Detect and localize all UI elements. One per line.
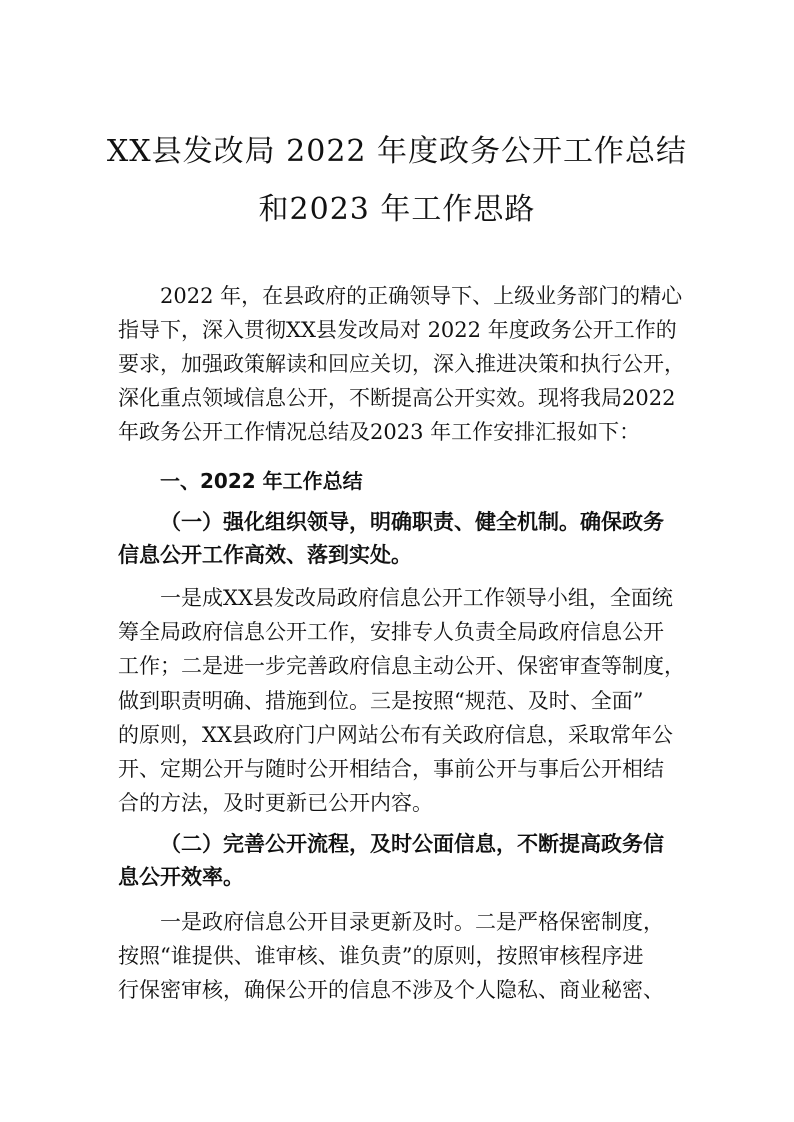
body-text-line: 的原则，XX县政府门户网站公布有关政府信息，采取常年公 [118,723,673,747]
body-text-line: 工作；二是进一步完善政府信息主动公开、保密审查等制度， [118,654,685,678]
body-text-line: 开、定期公开与随时公开相结合，事前公开与事后公开相结 [118,757,664,781]
body-text-line: 年政务公开工作情况总结及2023 年工作安排汇报如下： [118,420,641,444]
subsection-heading-continued: 息公开效率。 [118,864,244,889]
body-text-line: 做到职责明确、措施到位。三是按照“规范、及时、全面” [118,689,644,713]
body-text-line: 合的方法，及时更新已公开内容。 [118,791,433,815]
body-text-line: 指导下，深入贯彻XX县发改局对 2022 年度政务公开工作的 [118,318,677,342]
body-text-line: 按照“谁提供、谁审核、谁负责”的原则，按照审核程序进 [118,944,644,968]
subsection-heading: （一）强化组织领导，明确职责、健全机制。确保政务 [160,509,664,534]
subsection-heading: （二）完善公开流程，及时公面信息，不断提高政务信 [160,831,664,856]
body-text-line: 筹全局政府信息公开工作，安排专人负责全局政府信息公开 [118,620,664,644]
body-text-line: 行保密审核，确保公开的信息不涉及个人隐私、商业秘密、 [118,978,664,1002]
body-text-line: 深化重点领域信息公开，不断提高公开实效。现将我局2022 [118,386,676,410]
document-title-line-1: XX县发改局 2022 年度政务公开工作总结 [106,134,688,169]
section-heading: 一、2022 年工作总结 [160,469,363,493]
body-text-line: 一是政府信息公开目录更新及时。二是严格保密制度， [160,910,664,934]
body-text-line: 要求，加强政策解读和回应关切，深入推进决策和执行公开， [118,352,685,376]
body-text-line: 一是成XX县发改局政府信息公开工作领导小组，全面统 [160,586,673,610]
body-text-line: 2022 年，在县政府的正确领导下、上级业务部门的精心 [160,284,683,308]
document-title-line-2: 和2023 年工作思路 [258,192,536,227]
subsection-heading-continued: 信息公开工作高效、落到实处。 [118,542,412,567]
